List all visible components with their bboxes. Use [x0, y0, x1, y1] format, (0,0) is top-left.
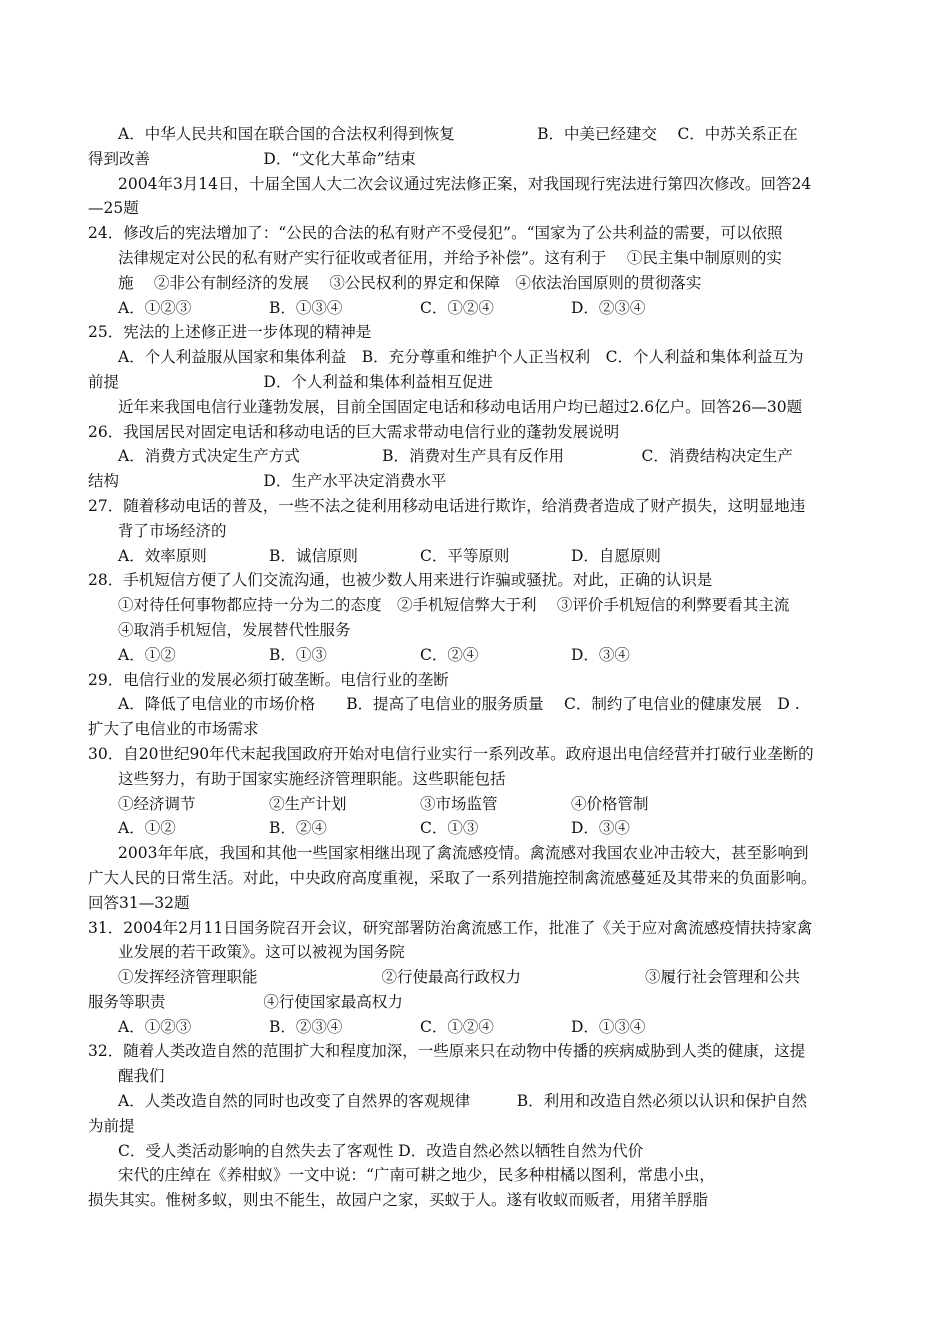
option-line: A．降低了电信业的市场价格 B．提高了电信业的服务质量 C．制约了电信业的健康发展 D .	[118, 695, 800, 714]
question-stem: 31．2004年2月11日国务院召开会议，研究部署防治禽流感工作，批准了《关于应对禽流感疫情扶持家禽	[88, 918, 813, 937]
answer-choice: D．②③④	[571, 298, 646, 317]
option-line: 这些努力，有助于国家实施经济管理职能。这些职能包括	[118, 769, 506, 788]
answer-choices	[88, 792, 864, 817]
answer-choice: B．②③④	[269, 1017, 343, 1036]
option-line: A．中华人民共和国在联合国的合法权利得到恢复 B．中美已经建交 C．中苏关系正在	[118, 125, 798, 143]
question-stem: 27．随着移动电话的普及，一些不法之徒利用移动电话进行欺诈，给消费者造成了财产损失，这明显地违	[88, 496, 806, 515]
option-line: ①对待任何事物都应持一分为二的态度 ②手机短信弊大于利 ③评价手机短信的利弊要看其主流	[118, 596, 790, 615]
text-line: 前提 D．个人利益和集体利益相互促进	[88, 372, 493, 391]
answer-choices	[88, 296, 864, 321]
option-line: A．个人利益服从国家和集体利益 B．充分尊重和维护个人正当权利 C．个人利益和集体利益互为	[118, 348, 804, 367]
text-line: 得到改善 D．“文化大革命”结束	[88, 149, 416, 168]
option-line: 施 ②非公有制经济的发展 ③公民权利的界定和保障 ④依法治国原则的贯彻落实	[118, 273, 702, 292]
option-line: A．消费方式决定生产方式 B．消费对生产具有反作用 C．消费结构决定生产	[118, 447, 793, 466]
answer-choice: A．①②③	[118, 1017, 192, 1036]
option-line: A．人类改造自然的同时也改变了自然界的客观规律 B．利用和改造自然必须以认识和保护自然	[118, 1092, 808, 1111]
option-line: 业发展的若干政策》。这可以被视为国务院	[118, 943, 405, 962]
passage-intro: 宋代的庄绰在《养柑蚁》一文中说：“广南可耕之地少，民多种柑橘以图利，常患小虫，	[118, 1166, 715, 1185]
text-line: 服务等职责 ④行使国家最高权力	[88, 992, 403, 1011]
answer-choice: B．①③	[269, 645, 327, 664]
passage-intro: 近年来我国电信行业蓬勃发展，目前全国固定电话和移动电话用户均已超过2.6亿户。回答26—30题	[118, 397, 803, 416]
answer-choices	[88, 544, 864, 569]
answer-choice: C．②④	[420, 645, 479, 664]
answer-choice: ③市场监管	[420, 794, 498, 813]
answer-choice: C．平等原则	[420, 546, 510, 565]
question-stem: 29．电信行业的发展必须打破垄断。电信行业的垄断	[88, 670, 449, 689]
option-line: 醒我们	[118, 1067, 165, 1086]
option-line: ①发挥经济管理职能 ②行使最高行政权力 ③履行社会管理和公共	[118, 968, 801, 987]
answer-choice: D．③④	[571, 645, 630, 664]
option-line: ④取消手机短信，发展替代性服务	[118, 620, 351, 639]
answer-choice: ④价格管制	[571, 794, 649, 813]
answer-choices	[88, 1015, 864, 1040]
answer-choice: B．②④	[269, 819, 327, 838]
text-line: 扩大了电信业的市场需求	[88, 720, 259, 739]
answer-choices	[88, 816, 864, 841]
option-line: 背了市场经济的	[118, 521, 227, 540]
question-stem: 28．手机短信方便了人们交流沟通，也被少数人用来进行诈骗或骚扰。对此，正确的认识是	[88, 571, 713, 590]
answer-choice: D．自愿原则	[571, 546, 661, 565]
answer-choice: D．③④	[571, 819, 630, 838]
answer-choice: C．①②④	[420, 298, 494, 317]
answer-choice: ②生产计划	[269, 794, 347, 813]
answer-choice: D．①③④	[571, 1017, 646, 1036]
option-line: 法律规定对公民的私有财产实行征收或者征用，并给予补偿”。这有利于 ①民主集中制原则的实	[118, 248, 782, 267]
text-line: 回答31—32题	[88, 893, 190, 912]
answer-choice: C．①②④	[420, 1017, 494, 1036]
question-stem: 25．宪法的上述修正进一步体现的精神是	[88, 323, 372, 342]
answer-choice: A．①②③	[118, 298, 192, 317]
answer-choice: ①经济调节	[118, 794, 196, 813]
answer-choice: A．①②	[118, 645, 176, 664]
exam-page	[88, 122, 864, 1213]
text-line: 损失其实。惟树多蚁，则虫不能生，故园户之家，买蚁于人。遂有收蚁而贩者，用猪羊脬脂	[88, 1191, 709, 1210]
answer-choice: A．①②	[118, 819, 176, 838]
text-line: 为前提	[88, 1116, 135, 1135]
answer-choice: A．效率原则	[118, 546, 207, 565]
answer-choice: B．诚信原则	[269, 546, 358, 565]
answer-choice: C．①③	[420, 819, 479, 838]
question-stem: 26．我国居民对固定电话和移动电话的巨大需求带动电信行业的蓬勃发展说明	[88, 422, 620, 441]
answer-choice: B．①③④	[269, 298, 343, 317]
question-stem: 30．自20世纪90年代末起我国政府开始对电信行业实行一系列改革。政府退出电信经营并打破行业垄断的	[88, 744, 814, 763]
text-line: 结构 D．生产水平决定消费水平	[88, 472, 447, 491]
answer-choices	[88, 643, 864, 668]
question-stem: 32．随着人类改造自然的范围扩大和程度加深，一些原来只在动物中传播的疾病威胁到人类的健康，这提	[88, 1042, 806, 1061]
passage-intro: 2003年年底，我国和其他一些国家相继出现了禽流感疫情。禽流感对我国农业冲击较大，甚至影响到	[118, 844, 809, 863]
text-line: 广大人民的日常生活。对此，中央政府高度重视，采取了一系列措施控制禽流感蔓延及其带来的负面影响。	[88, 868, 817, 887]
question-stem: 24．修改后的宪法增加了：“公民的合法的私有财产不受侵犯”。“国家为了公共利益的需要，可以依照	[88, 224, 783, 243]
passage-intro: 2004年3月14日，十届全国人大二次会议通过宪法修正案，对我国现行宪法进行第四次修改。回答24	[118, 174, 812, 193]
text-line: —25题	[88, 199, 139, 218]
option-line: C．受人类活动影响的自然失去了客观性 D．改造自然必然以牺牲自然为代价	[118, 1141, 644, 1160]
